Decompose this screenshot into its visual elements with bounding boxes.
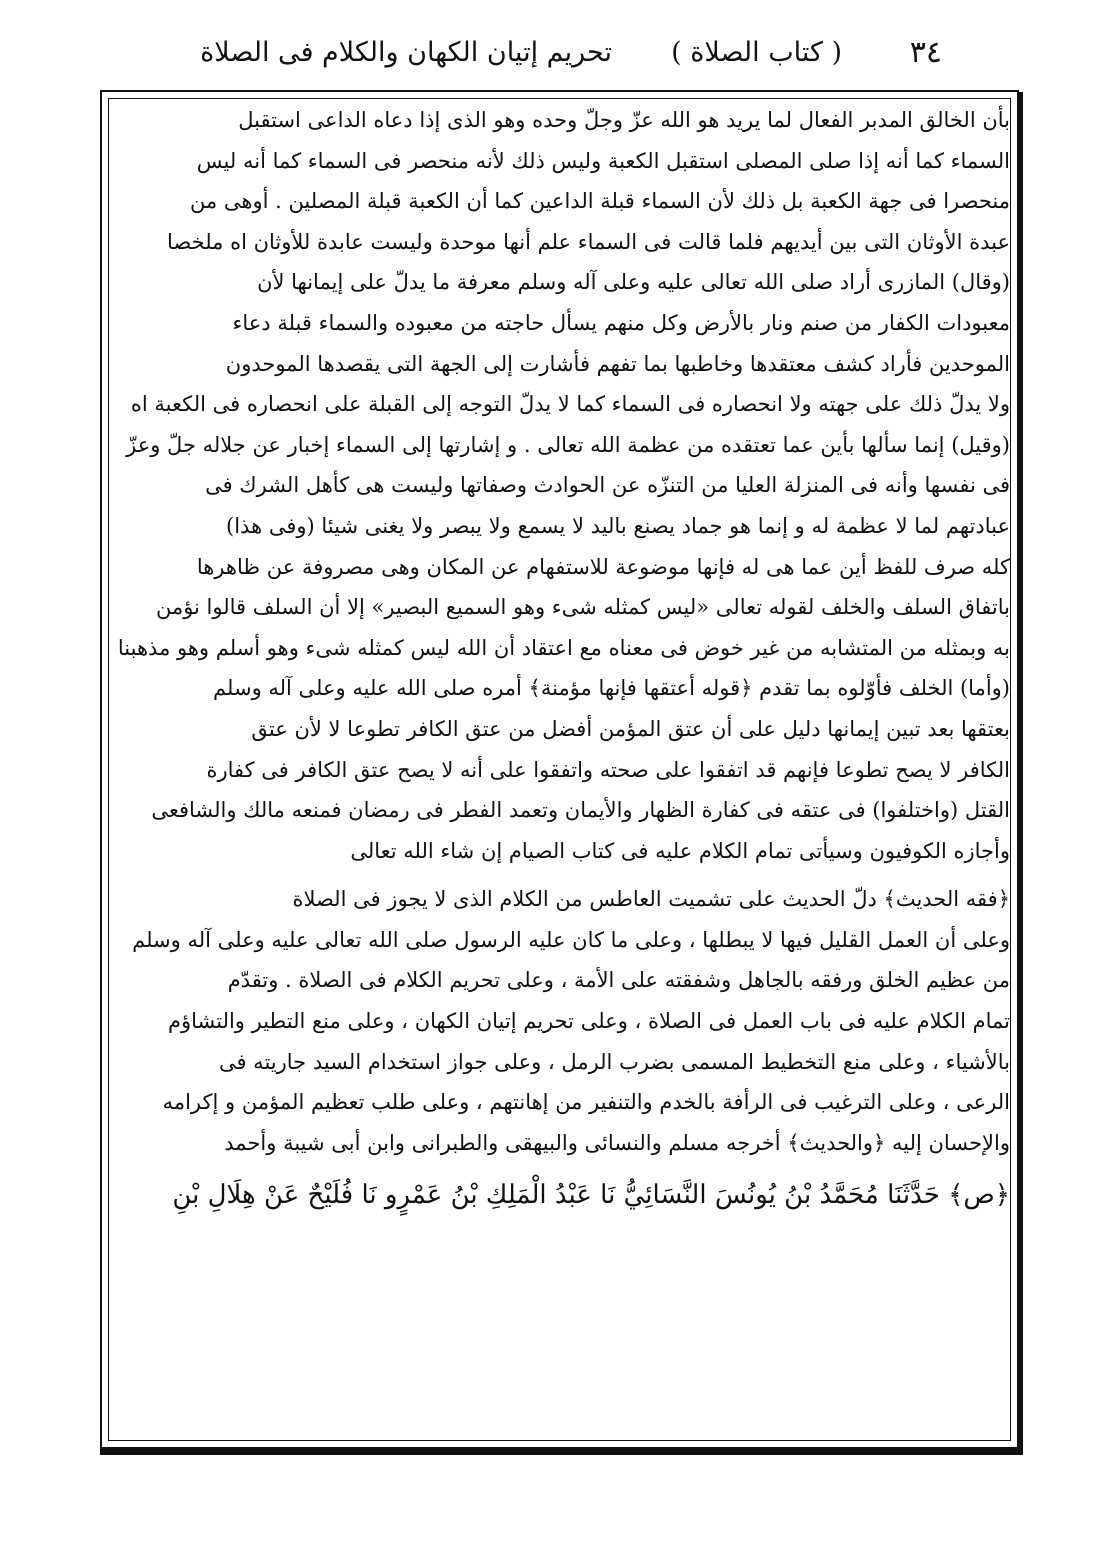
text-line: الموحدين فأراد كشف معتقدها وخاطبها بما تفهم فأشارت إلى الجهة التى يقصدها الموحدون	[225, 351, 1010, 376]
text-line: به وبمثله من المتشابه من غير خوض فى معناه مع اعتقاد أن الله ليس كمثله شىء وهو أسلم وهو مذهبنا	[118, 635, 1010, 660]
paragraph-gap	[118, 871, 1010, 879]
frame-shadow-right	[1017, 92, 1023, 1455]
text-line: ﴿فقه الحديث﴾ دلّ الحديث على تشميت العاطس من الكلام الذى لا يجوز فى الصلاة	[292, 887, 1010, 912]
text-line: تمام الكلام عليه فى باب العمل فى الصلاة ، وعلى تحريم إتيان الكهان ، وعلى منع التطير والتشاؤم	[167, 1009, 1010, 1034]
text-line: (وأما) الخلف فأوّلوه بما تقدم ﴿قوله أعتقها فإنها مؤمنة﴾ أمره صلى الله عليه وعلى آله وسلم	[213, 676, 1010, 701]
text-line: باتفاق السلف والخلف لقوله تعالى «ليس كمثله شىء وهو السميع البصير» إلا أن السلف قالوا نؤمن	[155, 595, 1010, 620]
text-line: فى نفسها وأنه فى المنزلة العليا من التنزّه عن الحوادث وصفاتها وليست هى كأهل الشرك فى	[205, 473, 1010, 498]
text-line: (وقيل) إنما سألها بأين عما تعتقده من عظمة الله تعالى . و إشارتها إلى السماء إخبار عن جلاله جلّ وعزّ	[126, 432, 1010, 457]
text-line: كله صرف للفظ أين عما هى له فإنها موضوعة للاستفهام عن المكان وهى مصروفة عن ظاهرها	[196, 554, 1010, 579]
text-line: الرعى ، وعلى الترغيب فى الرأفة بالخدم والتنفير من إهانتهم ، وعلى طلب تعظيم المؤمن و إكرامه	[162, 1090, 1010, 1115]
text-line: ولا يدلّ ذلك على جهته ولا انحصاره فى السماء كما لا يدلّ التوجه إلى القبلة على انحصاره فى الكعبة اه	[130, 392, 1010, 417]
text-line: الكافر لا يصح تطوعا فإنهم قد اتفقوا على صحته واتفقوا على أنه لا يصح عتق الكافر فى كفارة	[206, 757, 1010, 782]
text-line: (وقال) المازرى أراد صلى الله تعالى عليه وعلى آله وسلم معرفة ما يدلّ على إيمانها لأن	[257, 270, 1010, 295]
text-line: وأجازه الكوفيون وسيأتى تمام الكلام عليه فى كتاب الصيام إن شاء الله تعالى	[350, 838, 1010, 863]
text-line: معبودات الكفار من صنم ونار بالأرض وكل منهم يسأل حاجته من معبوده والسماء قبلة دعاء	[232, 310, 1010, 335]
text-line: بأن الخالق المدبر الفعال لما يريد هو الله عزّ وجلّ وحده وهو الذى إذا دعاه الداعى استقبل	[238, 108, 1010, 132]
page-number: ٣٤	[909, 35, 942, 70]
text-line: من عظيم الخلق ورفقه بالجاهل وشفقته على الأمة ، وعلى تحريم الكلام فى الصلاة . وتقدّم	[227, 968, 1010, 993]
text-line: السماء كما أنه إذا صلى المصلى استقبل الكعبة وليس ذلك لأنه منحصر فى السماء كما أنه ليس	[196, 148, 1010, 173]
frame-shadow-bottom	[100, 1449, 1023, 1455]
text-line: والإحسان إليه ﴿والحديث﴾ أخرجه مسلم والنسائى والبيهقى والطبرانى وابن أبى شيبة وأحمد	[224, 1130, 1010, 1155]
hadith-chain-line: ﴿ص﴾ حَدَّثَنَا مُحَمَّدُ بْنُ يُونُسَ النَّسَائِيُّ نَا عَبْدُ الْمَلِكِ بْنُ عَمْرٍو نَا فُلَيْحٌ عَنْ هِلَالِ بْنِ	[172, 1180, 1010, 1211]
text-line: وعلى أن العمل القليل فيها لا يبطلها ، وعلى ما كان عليه الرسول صلى الله تعالى عليه وعلى آله وسلم	[132, 927, 1010, 952]
text-line: بالأشياء ، وعلى منع التخطيط المسمى بضرب الرمل ، وعلى جواز استخدام السيد جاريته فى	[218, 1049, 1010, 1074]
text-line: عبادتهم لما لا عظمة له و إنما هو جماد يصنع باليد لا يسمع ولا يبصر ولا يغنى شيئا (وفى هذا)	[226, 513, 1010, 538]
section-title: تحريم إتيان الكهان والكلام فى الصلاة	[200, 37, 612, 68]
text-line: بعتقها بعد تبين إيمانها دليل على أن عتق المؤمن أفضل من عتق الكافر تطوعا لا لأن عتق	[251, 716, 1010, 741]
page-body	[118, 100, 1010, 1223]
text-line: القتل (واختلفوا) فى عتقه فى كفارة الظهار والأيمان وتعمد الفطر فى رمضان فمنعه مالك والشافعى	[151, 798, 1010, 823]
book-title: ( كتاب الصلاة )	[671, 37, 842, 68]
text-line: عبدة الأوثان التى بين أيديهم فلما قالت فى السماء علم أنها موحدة وليست عابدة للأوثان اه ملخصا	[167, 229, 1010, 254]
text-line: منحصرا فى جهة الكعبة بل ذلك لأن السماء قبلة الداعين كما أن الكعبة قبلة المصلين . أوهى من	[189, 189, 1010, 214]
page-header	[196, 28, 942, 78]
